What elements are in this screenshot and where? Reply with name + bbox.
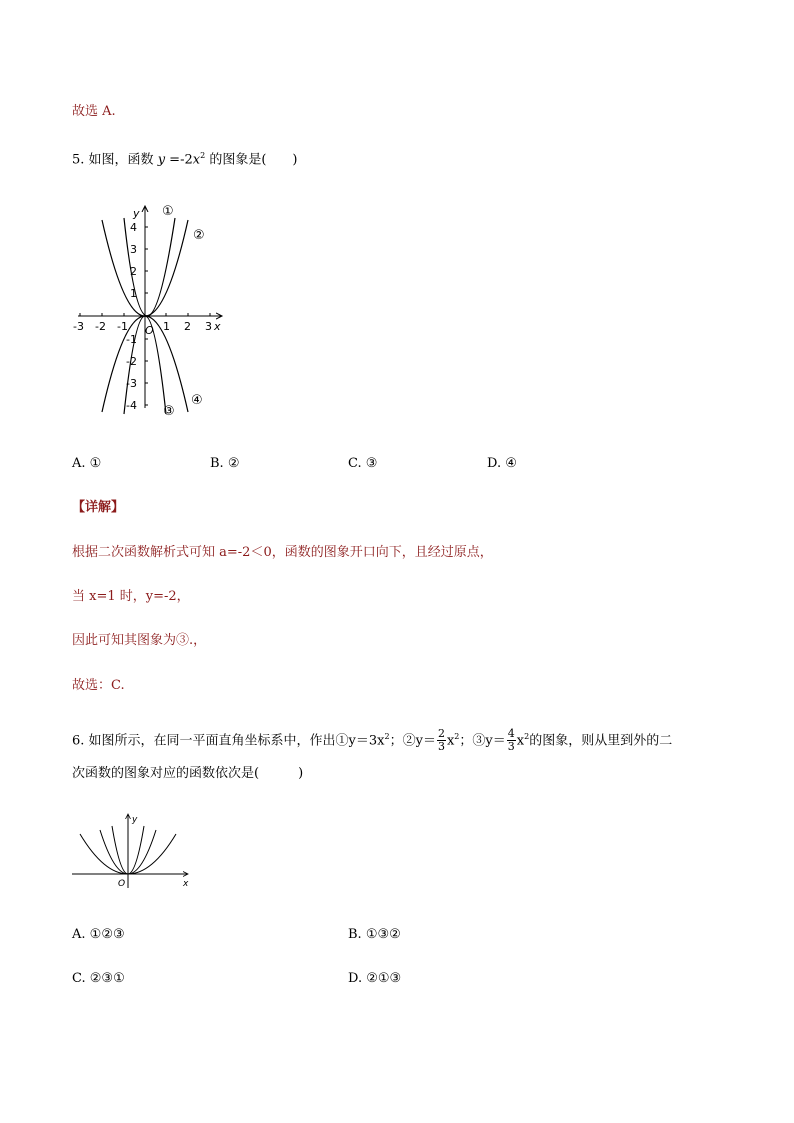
option-text: ①②③ [89,927,125,942]
q6-stem-line-2: 次函数的图象对应的函数依次是( ) [72,766,304,781]
q5-solution-line-4: 故选：C. [72,678,125,693]
q6-stem-part: x [446,733,455,749]
q6-stem-part: x [516,733,525,749]
q5-func-exp: 2 [200,151,206,160]
q5-option-a[interactable] [72,454,101,474]
q5-y-tick: -4 [126,399,137,412]
q5-y-axis-label: y [133,207,140,220]
q5-y-tick: 3 [130,243,137,256]
fraction-denominator: 3 [507,740,515,754]
option-letter: B. [348,927,362,942]
q5-x-tick: 1 [163,320,170,333]
option-text: ②③① [89,971,125,986]
q5-curve-label-3: ③ [163,404,175,419]
q5-stem-post: 的图象是( ) [205,152,298,168]
q5-y-tick: 4 [130,221,137,234]
option-text: ②①③ [366,971,402,986]
q6-stem-line-1 [72,722,672,756]
q6-option-d[interactable] [348,969,401,989]
fraction-numerator: 2 [437,727,445,741]
q5-func-mid: =-2 [165,152,193,168]
q5-x-tick: 2 [184,320,191,333]
q6-option-c[interactable] [72,969,125,989]
q6-exp: 2 [384,732,390,741]
q5-x-tick: -3 [73,320,84,333]
q5-y-tick: -3 [126,377,137,390]
option-letter: A. [72,456,86,471]
q5-detail-heading: 【详解】 [72,500,125,515]
q5-func-x: x [192,152,201,168]
q5-solution-line-3: 因此可知其图象为③.， [72,633,207,648]
fraction-denominator: 3 [437,740,445,754]
q6-option-b[interactable] [348,925,401,945]
option-letter: A. [72,927,86,942]
q6-option-a[interactable] [72,925,125,945]
option-text: ② [227,456,240,471]
q5-option-d[interactable] [487,454,517,474]
q6-stem-part: 如图所示，在同一平面直角坐标系中，作出①y＝3x [88,733,385,749]
fraction-numerator: 4 [507,727,515,741]
q5-option-c[interactable] [348,454,377,474]
q5-x-tick: -2 [95,320,106,333]
q6-origin-label: O [118,879,126,889]
q5-y-tick: -1 [126,333,137,346]
q5-origin-label: O [145,324,154,337]
q6-exp: 2 [454,732,460,741]
option-letter: D. [348,971,363,986]
q6-fraction-1 [437,728,446,753]
q5-option-b[interactable] [210,454,239,474]
q6-exp: 2 [524,732,530,741]
q5-stem [72,146,297,170]
q5-y-tick: -2 [126,355,137,368]
q6-y-axis-label: y [132,815,138,825]
q6-x-axis-label: x [183,879,189,889]
q5-func-y: y [157,152,166,168]
q4-answer: 故选 A. [72,104,116,119]
q5-x-tick: 3 [205,320,212,333]
q5-curve-label-4: ④ [191,393,203,408]
option-text: ③ [365,456,378,471]
option-letter: D. [487,456,502,471]
option-letter: C. [72,971,86,986]
q5-x-tick: -1 [117,320,128,333]
q5-solution-line-1: 根据二次函数解析式可知 a=-2＜0，函数的图象开口向下，且经过原点， [72,545,493,560]
q5-stem-pre: 如图，函数 [88,152,158,168]
q6-stem-part: ；②y＝ [389,733,436,749]
q6-stem-part: ；③y＝ [459,733,506,749]
option-text: ④ [505,456,517,471]
q5-parabola-figure [66,198,236,424]
option-letter: B. [210,456,224,471]
option-letter: C. [348,456,362,471]
q5-solution-line-2: 当 x=1 时，y=-2， [72,589,190,604]
q6-parabola-figure [68,810,194,890]
q5-curve-label-1: ① [162,204,174,219]
q6-fraction-2 [507,728,516,753]
option-text: ① [89,456,102,471]
q5-x-axis-label: x [214,320,221,333]
q5-y-tick: 1 [130,287,137,300]
q6-stem-part: 的图象，则从里到外的二 [529,733,673,749]
q5-number: 5. [72,152,85,168]
q5-y-tick: 2 [130,265,137,278]
q6-number: 6. [72,733,85,749]
option-text: ①③② [365,927,401,942]
q5-curve-label-2: ② [193,228,205,243]
